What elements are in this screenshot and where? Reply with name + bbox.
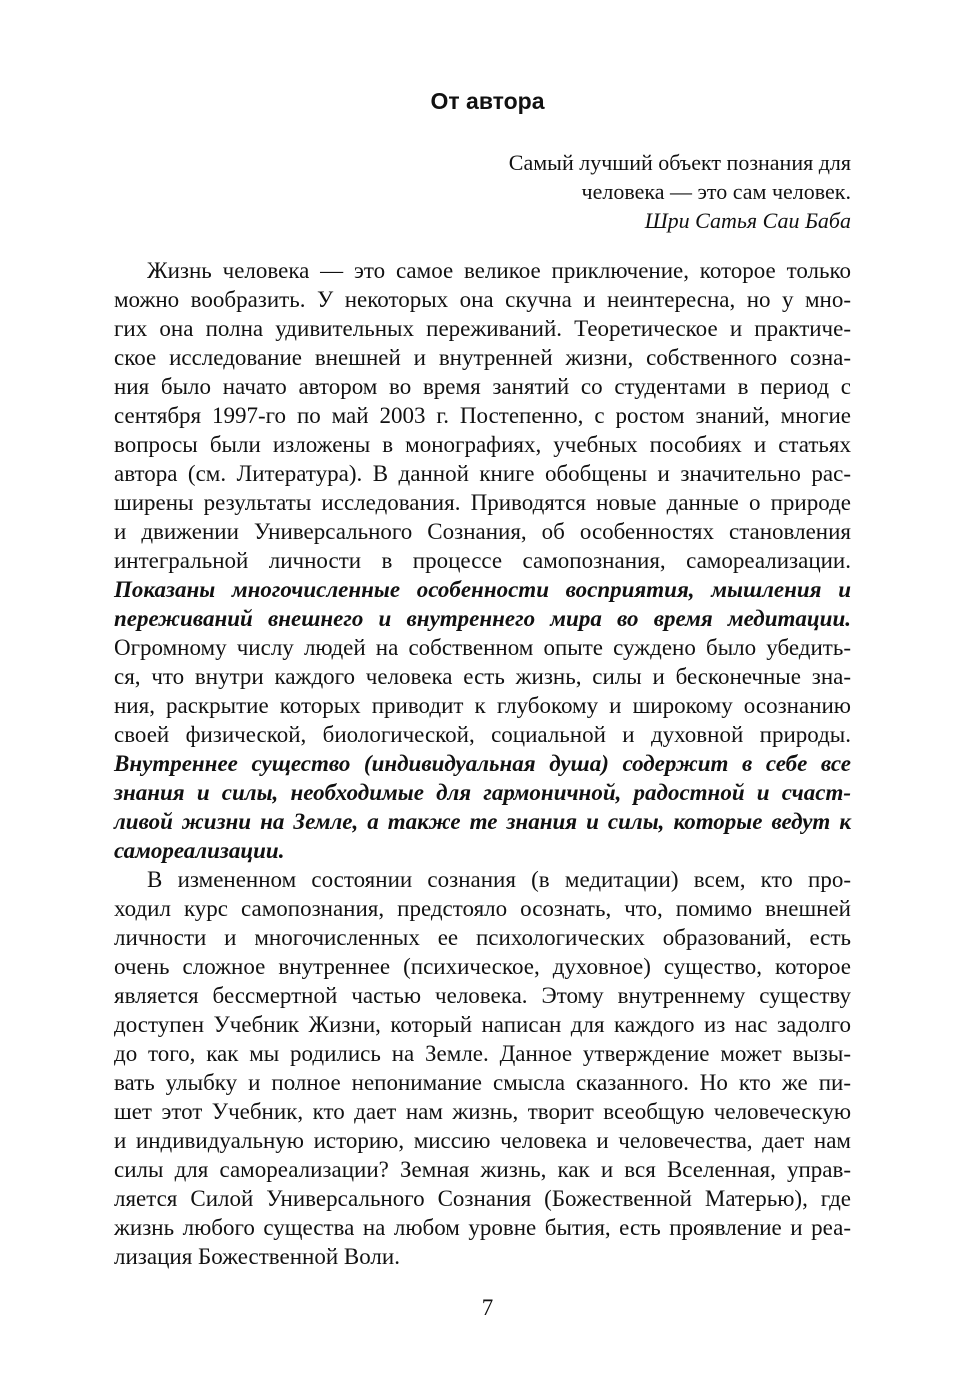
- epigraph-author: Шри Сатья Саи Баба: [644, 208, 851, 233]
- text-line: является бессмертной частью человека. Этому внутреннему существу: [114, 983, 851, 1008]
- text-line: гих она полна удивительных переживаний. Теоретическое и практиче-: [114, 316, 851, 341]
- text-line: вать улыбку и полное непонимание смысла сказанного. Но кто же пи-: [114, 1070, 851, 1095]
- text-line: В измененном состоянии сознания (в медитации) всем, кто про-: [147, 867, 851, 892]
- text-line: силы для самореализации? Земная жизнь, как и вся Вселенная, управ-: [114, 1157, 851, 1182]
- emphasis-line: знания и силы, необходимые для гармоничной, радостной и счаст-: [114, 780, 851, 805]
- paragraph-2: [114, 865, 851, 1271]
- epigraph-line: Самый лучший объект познания для: [508, 150, 851, 175]
- text-line: ния было начато автором во время занятий со студентами в период с: [114, 374, 851, 399]
- text-line: можно вообразить. У некоторых она скучна и неинтересна, но у мно-: [114, 287, 851, 312]
- text-line: личности и многочисленных ее психологических образований, есть: [114, 925, 851, 950]
- text-line: ляется Силой Универсального Сознания (Божественной Матерью), где: [114, 1186, 851, 1211]
- text-line: сентября 1997-го по май 2003 г. Постепенно, с ростом знаний, многие: [114, 403, 851, 428]
- text-line: интегральной личности в процессе самопознания, самореализации.: [114, 548, 851, 573]
- text-line: лизация Божественной Воли.: [114, 1244, 400, 1269]
- body-text: [114, 256, 851, 1271]
- emphasis-line: ливой жизни на Земле, а также те знания и силы, которые ведут к: [114, 809, 851, 834]
- emphasis-line: переживаний внешнего и внутреннего мира во время медитации.: [114, 606, 851, 631]
- text-line: жизнь любого существа на любом уровне бытия, есть проявление и реа-: [114, 1215, 851, 1240]
- page-number: 7: [481, 1295, 494, 1320]
- text-line: вопросы были изложены в монографиях, учебных пособиях и статьях: [114, 432, 851, 457]
- text-line: ся, что внутри каждого человека есть жизнь, силы и бесконечные зна-: [114, 664, 851, 689]
- text-line: ширены результаты исследования. Приводятся новые данные о природе: [114, 490, 851, 515]
- paragraph-1: [114, 256, 851, 865]
- text-line: ния, раскрытие которых приводит к глубокому и широкому осознанию: [114, 693, 851, 718]
- emphasis-line: Показаны многочисленные особенности восприятия, мышления и: [114, 577, 851, 602]
- epigraph-line: человека — это сам человек.: [581, 179, 851, 204]
- text-line: шет этот Учебник, кто дает нам жизнь, творит всеобщую человеческую: [114, 1099, 851, 1124]
- epigraph: [509, 148, 851, 235]
- text-line: и движении Универсального Сознания, об особенностях становления: [114, 519, 851, 544]
- text-line: Огромному числу людей на собственном опыте суждено было убедить-: [114, 635, 851, 660]
- text-line: до того, как мы родились на Земле. Данное утверждение может вызы-: [114, 1041, 851, 1066]
- text-line: ходил курс самопознания, предстояло осознать, что, помимо внешней: [114, 896, 851, 921]
- emphasis-line: самореализации.: [114, 838, 285, 863]
- text-line: и индивидуальную историю, миссию человека и человечества, дает нам: [114, 1128, 851, 1153]
- text-line: ское исследование внешней и внутренней жизни, собственного созна-: [114, 345, 851, 370]
- emphasis-line: Внутреннее существо (индивидуальная душа) содержит в себе все: [114, 751, 851, 776]
- text-line: своей физической, биологической, социальной и духовной природы.: [114, 722, 851, 747]
- text-line: автора (см. Литература). В данной книге обобщены и значительно рас-: [114, 461, 851, 486]
- text-line: Жизнь человека — это самое великое приключение, которое только: [147, 258, 851, 283]
- text-line: очень сложное внутреннее (психическое, духовное) существо, которое: [114, 954, 851, 979]
- text-line: доступен Учебник Жизни, который написан для каждого из нас задолго: [114, 1012, 851, 1037]
- page-title: От автора: [430, 88, 545, 114]
